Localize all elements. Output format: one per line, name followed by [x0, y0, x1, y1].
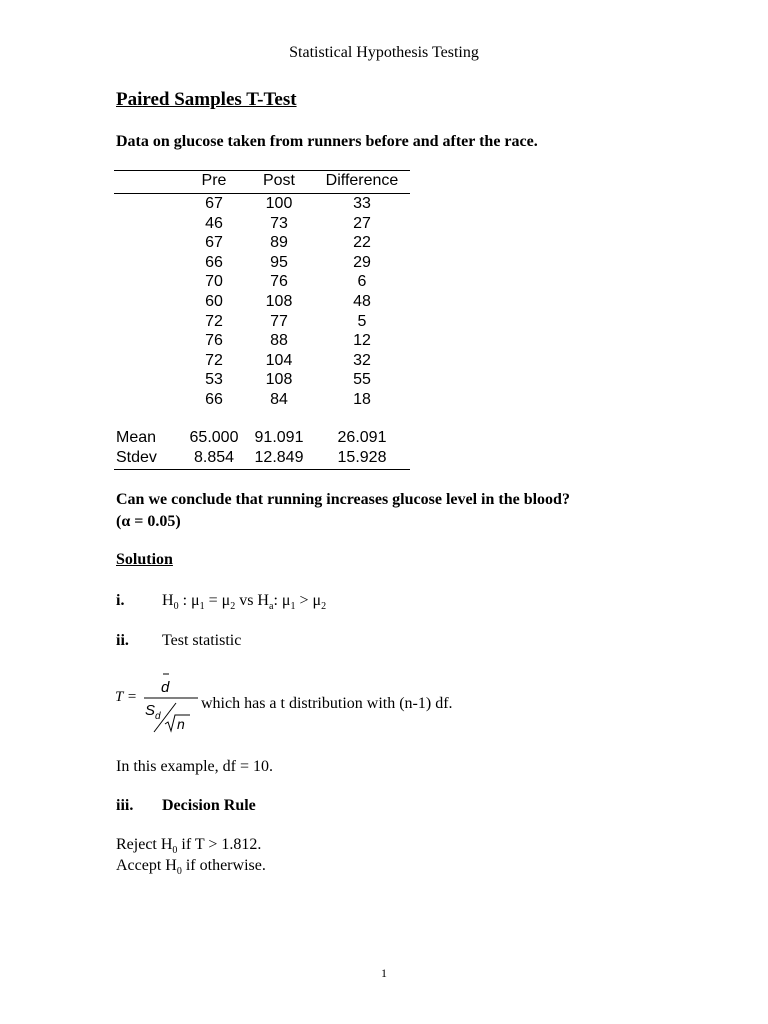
ha-relation: : μ	[273, 592, 291, 609]
table-cell: 76	[205, 332, 223, 350]
hypotheses	[162, 592, 326, 612]
table-cell: 66	[205, 253, 223, 271]
table-cell: 88	[270, 332, 288, 350]
table-cell: 70	[205, 273, 223, 291]
table-cell: 55	[353, 371, 371, 389]
table-header-rule	[114, 193, 410, 194]
table-top-rule	[114, 170, 410, 171]
table-cell: 6	[357, 273, 367, 291]
alpha-symbol: α	[121, 513, 131, 530]
table-cell: 89	[270, 234, 288, 252]
table-cell: 60	[205, 293, 223, 310]
decision-rule-heading: Decision Rule	[162, 797, 256, 814]
table-cell: 76	[270, 273, 288, 291]
greater-mu: > μ	[295, 592, 322, 609]
table-cell: 5	[357, 312, 367, 330]
alpha-line	[116, 513, 181, 531]
column-header: Pre	[201, 172, 227, 189]
table-cell: 72	[205, 312, 223, 330]
table-cell: 108	[265, 293, 293, 310]
table-cell: 32	[353, 351, 371, 369]
table-cell: 66	[205, 391, 223, 408]
summary-cell: 91.091	[254, 429, 304, 446]
mu2b-subscript: 2	[321, 601, 327, 613]
table-cell: 22	[353, 234, 371, 252]
reject-rule	[116, 836, 261, 856]
table-bottom-rule	[114, 469, 410, 470]
accept-suffix: if otherwise.	[181, 857, 266, 874]
table-cell: 84	[270, 391, 288, 408]
formula-numerator: d	[161, 679, 170, 696]
summary-cell: 12.849	[254, 449, 304, 466]
running-header: Statistical Hypothesis Testing	[289, 44, 479, 61]
summary-cell: 26.091	[337, 429, 387, 446]
step-iii-number: iii.	[116, 797, 134, 814]
table-cell: 27	[353, 214, 371, 232]
step-i-number: i.	[116, 592, 125, 609]
formula-note: which has a t distribution with (n-1) df.	[201, 695, 453, 712]
h0-symbol: H	[162, 592, 174, 609]
column-header: Post	[262, 172, 295, 189]
table-cell: 33	[353, 195, 371, 212]
table-cell: 72	[205, 351, 223, 369]
alpha-open: (	[116, 513, 122, 530]
summary-label: Stdev	[116, 449, 157, 466]
page-number: 1	[381, 966, 387, 980]
t-statistic-formula	[114, 668, 198, 734]
table-cell: 48	[353, 293, 371, 310]
table-cell: 29	[353, 253, 371, 271]
reject-suffix: if T > 1.812.	[177, 836, 262, 853]
table-cell: 100	[265, 195, 293, 212]
mu1b-subscript: 1	[290, 601, 296, 613]
table-cell: 95	[270, 253, 288, 271]
step-ii-label: Test statistic	[162, 632, 242, 649]
table-cell: 12	[353, 332, 371, 350]
intro-text: Data on glucose taken from runners before and after the race.	[116, 133, 538, 150]
table-cell: 77	[270, 312, 288, 330]
solution-heading: Solution	[116, 551, 173, 568]
mu2-subscript: 2	[230, 601, 236, 613]
ha-subscript: a	[268, 601, 274, 613]
alpha-value: = 0.05)	[130, 513, 181, 530]
table-cell: 104	[265, 351, 293, 369]
formula-n: n	[177, 716, 185, 732]
column-header: Difference	[325, 172, 399, 189]
formula-lhs: T =	[115, 689, 137, 705]
table-cell: 67	[205, 195, 223, 212]
formula-sd: S	[145, 702, 156, 719]
reject-prefix: Reject H	[116, 836, 173, 853]
formula-sd-subscript: d	[155, 711, 161, 722]
table-cell: 73	[270, 214, 288, 232]
equals-mu: = μ	[204, 592, 231, 609]
table-cell: 18	[353, 391, 371, 408]
summary-cell: 65.000	[189, 429, 239, 446]
summary-cell: 8.854	[193, 449, 235, 466]
table-cell: 67	[205, 234, 223, 252]
table-cell: 53	[205, 371, 223, 389]
vs-ha: vs H	[235, 592, 269, 609]
reject-subscript: 0	[172, 845, 178, 857]
df-line: In this example, df = 10.	[116, 758, 273, 775]
table-cell: 46	[205, 214, 223, 232]
question-text: Can we conclude that running increases glucose level in the blood?	[116, 491, 570, 508]
section-title: Paired Samples T-Test	[116, 89, 297, 110]
accept-rule	[116, 857, 266, 877]
summary-label: Mean	[116, 429, 157, 446]
h0-relation: : μ	[178, 592, 200, 609]
mu1-subscript: 1	[199, 601, 205, 613]
accept-prefix: Accept H	[116, 857, 177, 874]
summary-cell: 15.928	[337, 449, 387, 466]
table-cell: 108	[265, 371, 293, 389]
step-ii-number: ii.	[116, 632, 129, 649]
accept-subscript: 0	[176, 866, 182, 878]
h0-subscript: 0	[173, 601, 179, 613]
